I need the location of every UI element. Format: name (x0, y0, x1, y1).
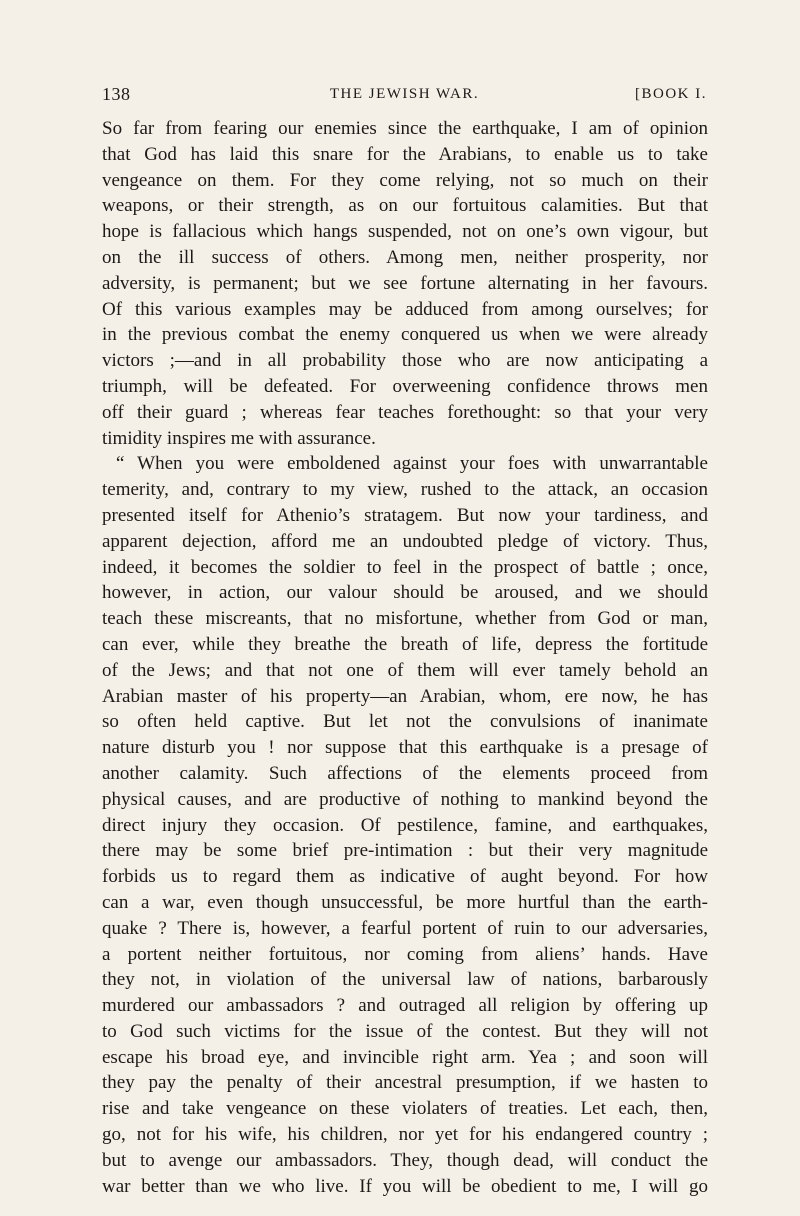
text-line: So far from fearing our enemies since the earthquake, I am of opinion (102, 118, 708, 139)
text-line: forbids us to regard them as indicative of aught beyond. For how (102, 866, 708, 888)
text-line: can a war, even though unsuccessful, be more hurtful than the earth- (102, 891, 708, 913)
text-line: another calamity. Such affections of the elements proceed from (102, 762, 708, 784)
text-line: Arabian master of his property—an Arabian, whom, ere now, he has (102, 685, 708, 707)
text-line: quake ? There is, however, a fearful portent of ruin to our adversaries, (102, 917, 708, 939)
text-line: on the ill success of others. Among men, neither prosperity, nor (102, 246, 708, 268)
text-line: victors ;—and in all probability those who are now anticipating a (102, 350, 708, 372)
text-line: vengeance on them. For they come relying, not so much on their (102, 169, 708, 191)
paragraph-start-line: “ When you were emboldened against your foes with unwarrantable (116, 453, 708, 475)
text-line: there may be some brief pre-intimation : but their very magnitude (102, 840, 708, 862)
text-line: go, not for his wife, his children, nor yet for his endangered country ; (102, 1124, 708, 1146)
text-line: escape his broad eye, and invincible right arm. Yea ; and soon will (102, 1046, 708, 1068)
text-line: to God such victims for the issue of the contest. But they will not (102, 1020, 708, 1042)
text-line: teach these miscreants, that no misfortune, whether from God or man, (102, 608, 708, 630)
text-line: they pay the penalty of their ancestral presumption, if we hasten to (102, 1072, 708, 1094)
text-line: temerity, and, contrary to my view, rushed to the attack, an occasion (102, 479, 708, 501)
text-line: can ever, while they breathe the breath of life, depress the fortitude (102, 633, 708, 655)
body-text (102, 116, 708, 1199)
text-line: of the Jews; and that not one of them will ever tamely behold an (102, 659, 708, 681)
text-line: indeed, it becomes the soldier to feel in the prospect of battle ; once, (102, 556, 708, 578)
text-line: direct injury they occasion. Of pestilence, famine, and earthquakes, (102, 814, 708, 836)
text-line: a portent neither fortuitous, nor coming from aliens’ hands. Have (102, 943, 708, 965)
text-line: presented itself for Athenio’s stratagem. But now your tardiness, and (102, 504, 708, 526)
text-line: rise and take vengeance on these violaters of treaties. Let each, then, (102, 1098, 708, 1120)
running-title: THE JEWISH WAR. (329, 86, 480, 102)
text-line: adversity, is permanent; but we see fortune alternating in her favours. (102, 272, 708, 294)
text-line: hope is fallacious which hangs suspended, not on one’s own vigour, but (102, 221, 708, 243)
text-line: Of this various examples may be adduced from among ourselves; for (102, 298, 708, 320)
text-line: however, in action, our valour should be aroused, and we should (102, 582, 708, 604)
text-line: so often held captive. But let not the convulsions of inanimate (102, 711, 708, 733)
text-line: nature disturb you ! nor suppose that this earthquake is a presage of (102, 737, 708, 759)
book-reference: [BOOK I. (635, 86, 707, 102)
page-number: 138 (102, 84, 131, 104)
text-line: but to avenge our ambassadors. They, though dead, will conduct the (102, 1149, 708, 1171)
text-line: in the previous combat the enemy conquered us when we were already (102, 324, 708, 346)
text-line: physical causes, and are productive of nothing to mankind beyond the (102, 788, 708, 810)
text-line: that God has laid this snare for the Arabians, to enable us to take (102, 143, 708, 165)
text-line: weapons, or their strength, as on our fortuitous calamities. But that (102, 195, 708, 217)
text-line: apparent dejection, afford me an undoubted pledge of victory. Thus, (102, 530, 708, 552)
text-line: triumph, will be defeated. For overweening confidence throws men (102, 375, 708, 397)
text-line: murdered our ambassadors ? and outraged all religion by offering up (102, 995, 708, 1017)
paragraph-end-line: timidity inspires me with assurance. (102, 427, 376, 449)
running-head (102, 84, 707, 114)
text-line: off their guard ; whereas fear teaches forethought: so that your very (102, 401, 708, 423)
text-line: they not, in violation of the universal law of nations, barbarously (102, 969, 708, 991)
text-line: war better than we who live. If you will be obedient to me, I will go (102, 1175, 708, 1197)
